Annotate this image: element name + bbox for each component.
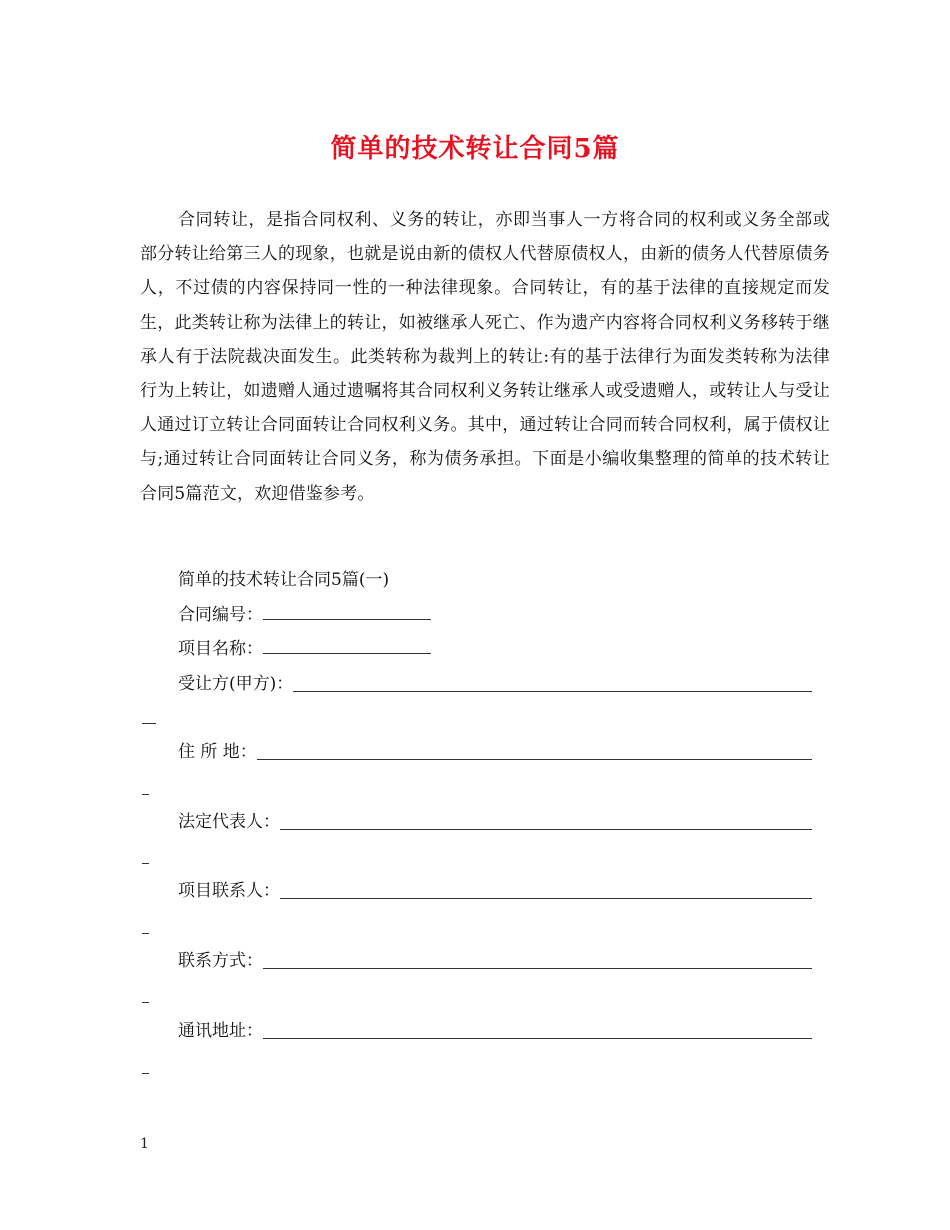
- contract-no-label: 合同编号：: [178, 605, 263, 625]
- project-contact-label: 项目联系人：: [178, 881, 280, 901]
- address-label: 住 所 地：: [178, 742, 257, 762]
- mailing-address-row: [178, 1019, 812, 1043]
- address-blank[interactable]: [257, 744, 812, 760]
- project-name-label: 项目名称：: [178, 639, 263, 659]
- mailing-address-label: 通讯地址：: [178, 1021, 263, 1041]
- mailing-address-blank[interactable]: [263, 1023, 812, 1039]
- legal-rep-label: 法定代表人：: [178, 812, 280, 832]
- mailing-address-blank-tail: [142, 1073, 149, 1074]
- page-number: 1: [140, 1136, 149, 1152]
- contract-no-row: [178, 603, 431, 627]
- contact-method-label: 联系方式：: [178, 951, 263, 971]
- legal-rep-blank-tail: [142, 863, 149, 864]
- legal-rep-row: [178, 810, 812, 834]
- contract-no-blank[interactable]: [263, 604, 431, 620]
- assignee-row: [178, 672, 812, 696]
- contact-method-row: [178, 949, 812, 973]
- assignee-label: 受让方(甲方)：: [178, 674, 294, 694]
- project-name-row: [178, 637, 431, 661]
- assignee-blank-tail: [142, 723, 156, 724]
- document-title: 简单的技术转让合同5篇: [330, 134, 620, 164]
- section-heading: 简单的技术转让合同5篇(一): [178, 570, 390, 590]
- project-name-blank[interactable]: [263, 638, 431, 654]
- address-blank-tail: [142, 794, 149, 795]
- intro-paragraph: 合同转让，是指合同权利、义务的转让，亦即当事人一方将合同的权利或义务全部或部分转让给第三人的现象，也就是说由新的债权人代替原债权人，由新的债务人代替原债务人，不过债的内容保持同一性的一种法律现象。合同转让，有的基于法律的直接规定而发生，此类转让称为法律上的转让，如被继承人死亡、作为遗产内容将合同权利义务移转于继承人有于法院裁决面发生。此类转称为裁判上的转让:有的基于法律行为面发类转称为法律行为上转让，如遗赠人通过遗嘱将其合同权利义务转让继承人或受遗赠人，或转让人与受让人通过订立转让合同面转让合同权利义务。其中，通过转让合同而转合同权利，属于债权让与;通过转让合同面转让合同义务，称为债务承担。下面是小编收集整理的简单的技术转让合同5篇范文，欢迎借鉴参考。: [140, 210, 830, 504]
- address-row: [178, 740, 812, 764]
- assignee-blank[interactable]: [293, 676, 812, 692]
- contact-method-blank-tail: [142, 1002, 149, 1003]
- project-contact-blank-tail: [142, 933, 149, 934]
- legal-rep-blank[interactable]: [280, 814, 812, 830]
- contact-method-blank[interactable]: [263, 953, 812, 969]
- project-contact-row: [178, 879, 812, 903]
- project-contact-blank[interactable]: [280, 883, 812, 899]
